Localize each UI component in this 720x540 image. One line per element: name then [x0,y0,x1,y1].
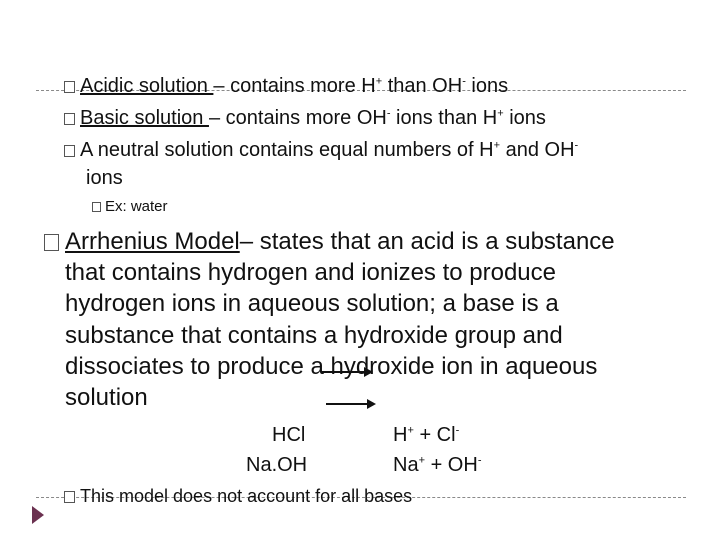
footer-text: This model does not account for all bases [80,486,413,506]
bullet-box-icon [44,234,59,251]
naoh-sup-2: - [477,454,482,467]
bullet-footer [64,485,412,507]
basic-sup-2: + [497,107,504,120]
bullet-basic [64,106,546,130]
neutral-sup-1: + [493,139,501,152]
arrhenius-line-3: hydrogen ions in aqueous solution; a base is a [65,290,559,317]
bullet-box-icon [64,145,75,157]
basic-sup-1: - [386,107,391,120]
naoh-product-na: Na [393,454,419,476]
acidic-sup-2: - [462,75,466,88]
arrhenius-term: Arrhenius Model [65,228,240,255]
naoh-sup-1: + [418,454,426,467]
sub-bullet-example [92,198,168,216]
neutral-text-2: and OH [500,139,575,161]
neutral-sup-2: - [574,139,579,152]
acidic-sup-1: + [375,75,383,88]
arrhenius-line-6: solution [65,384,148,411]
bullet-box-icon [64,81,75,93]
basic-text-3: ions [503,107,546,129]
arrhenius-line-1 [44,226,615,258]
arrhenius-line-2: that contains hydrogen and ionizes to produce [65,259,557,286]
neutral-text-continued: ions [86,167,123,189]
basic-term: Basic solution [80,107,209,129]
hcl-products [393,423,459,447]
arrhenius-line-4: substance that contains a hydroxide group and [65,322,563,349]
hcl-sup-1: + [407,424,414,437]
neutral-text-1: A neutral solution contains equal numbers of H [80,139,494,161]
arrhenius-text-1: – states that an acid is a substance [239,228,615,255]
acidic-term: Acidic solution [80,75,214,97]
bullet-box-icon [64,113,75,125]
naoh-reactant: Na.OH [246,454,308,476]
example-text: Ex: water [105,198,168,215]
arrhenius-line-5: dissociates to produce a hydroxide ion in aqueous [65,353,598,380]
hcl-product-cl: + Cl [413,424,456,446]
basic-text-1: – contains more OH [208,107,387,129]
acidic-text-1: – contains more H [213,75,376,97]
naoh-product-oh: + OH [425,454,478,476]
acidic-text-3: ions [465,75,509,97]
acidic-text-2: than OH [382,75,463,97]
hcl-product-h: H [393,424,408,446]
play-triangle-icon[interactable] [32,506,44,524]
reaction-arrow-icon [321,371,371,373]
bullet-acidic [64,74,508,98]
bullet-box-icon [64,491,75,503]
basic-text-2: ions than H [390,107,498,129]
hcl-sup-2: - [455,424,460,437]
bullet-neutral [64,138,578,162]
reaction-arrow-icon [326,403,374,405]
hcl-reactant: HCl [272,424,306,446]
naoh-products [393,453,481,477]
bullet-box-icon [92,202,101,212]
